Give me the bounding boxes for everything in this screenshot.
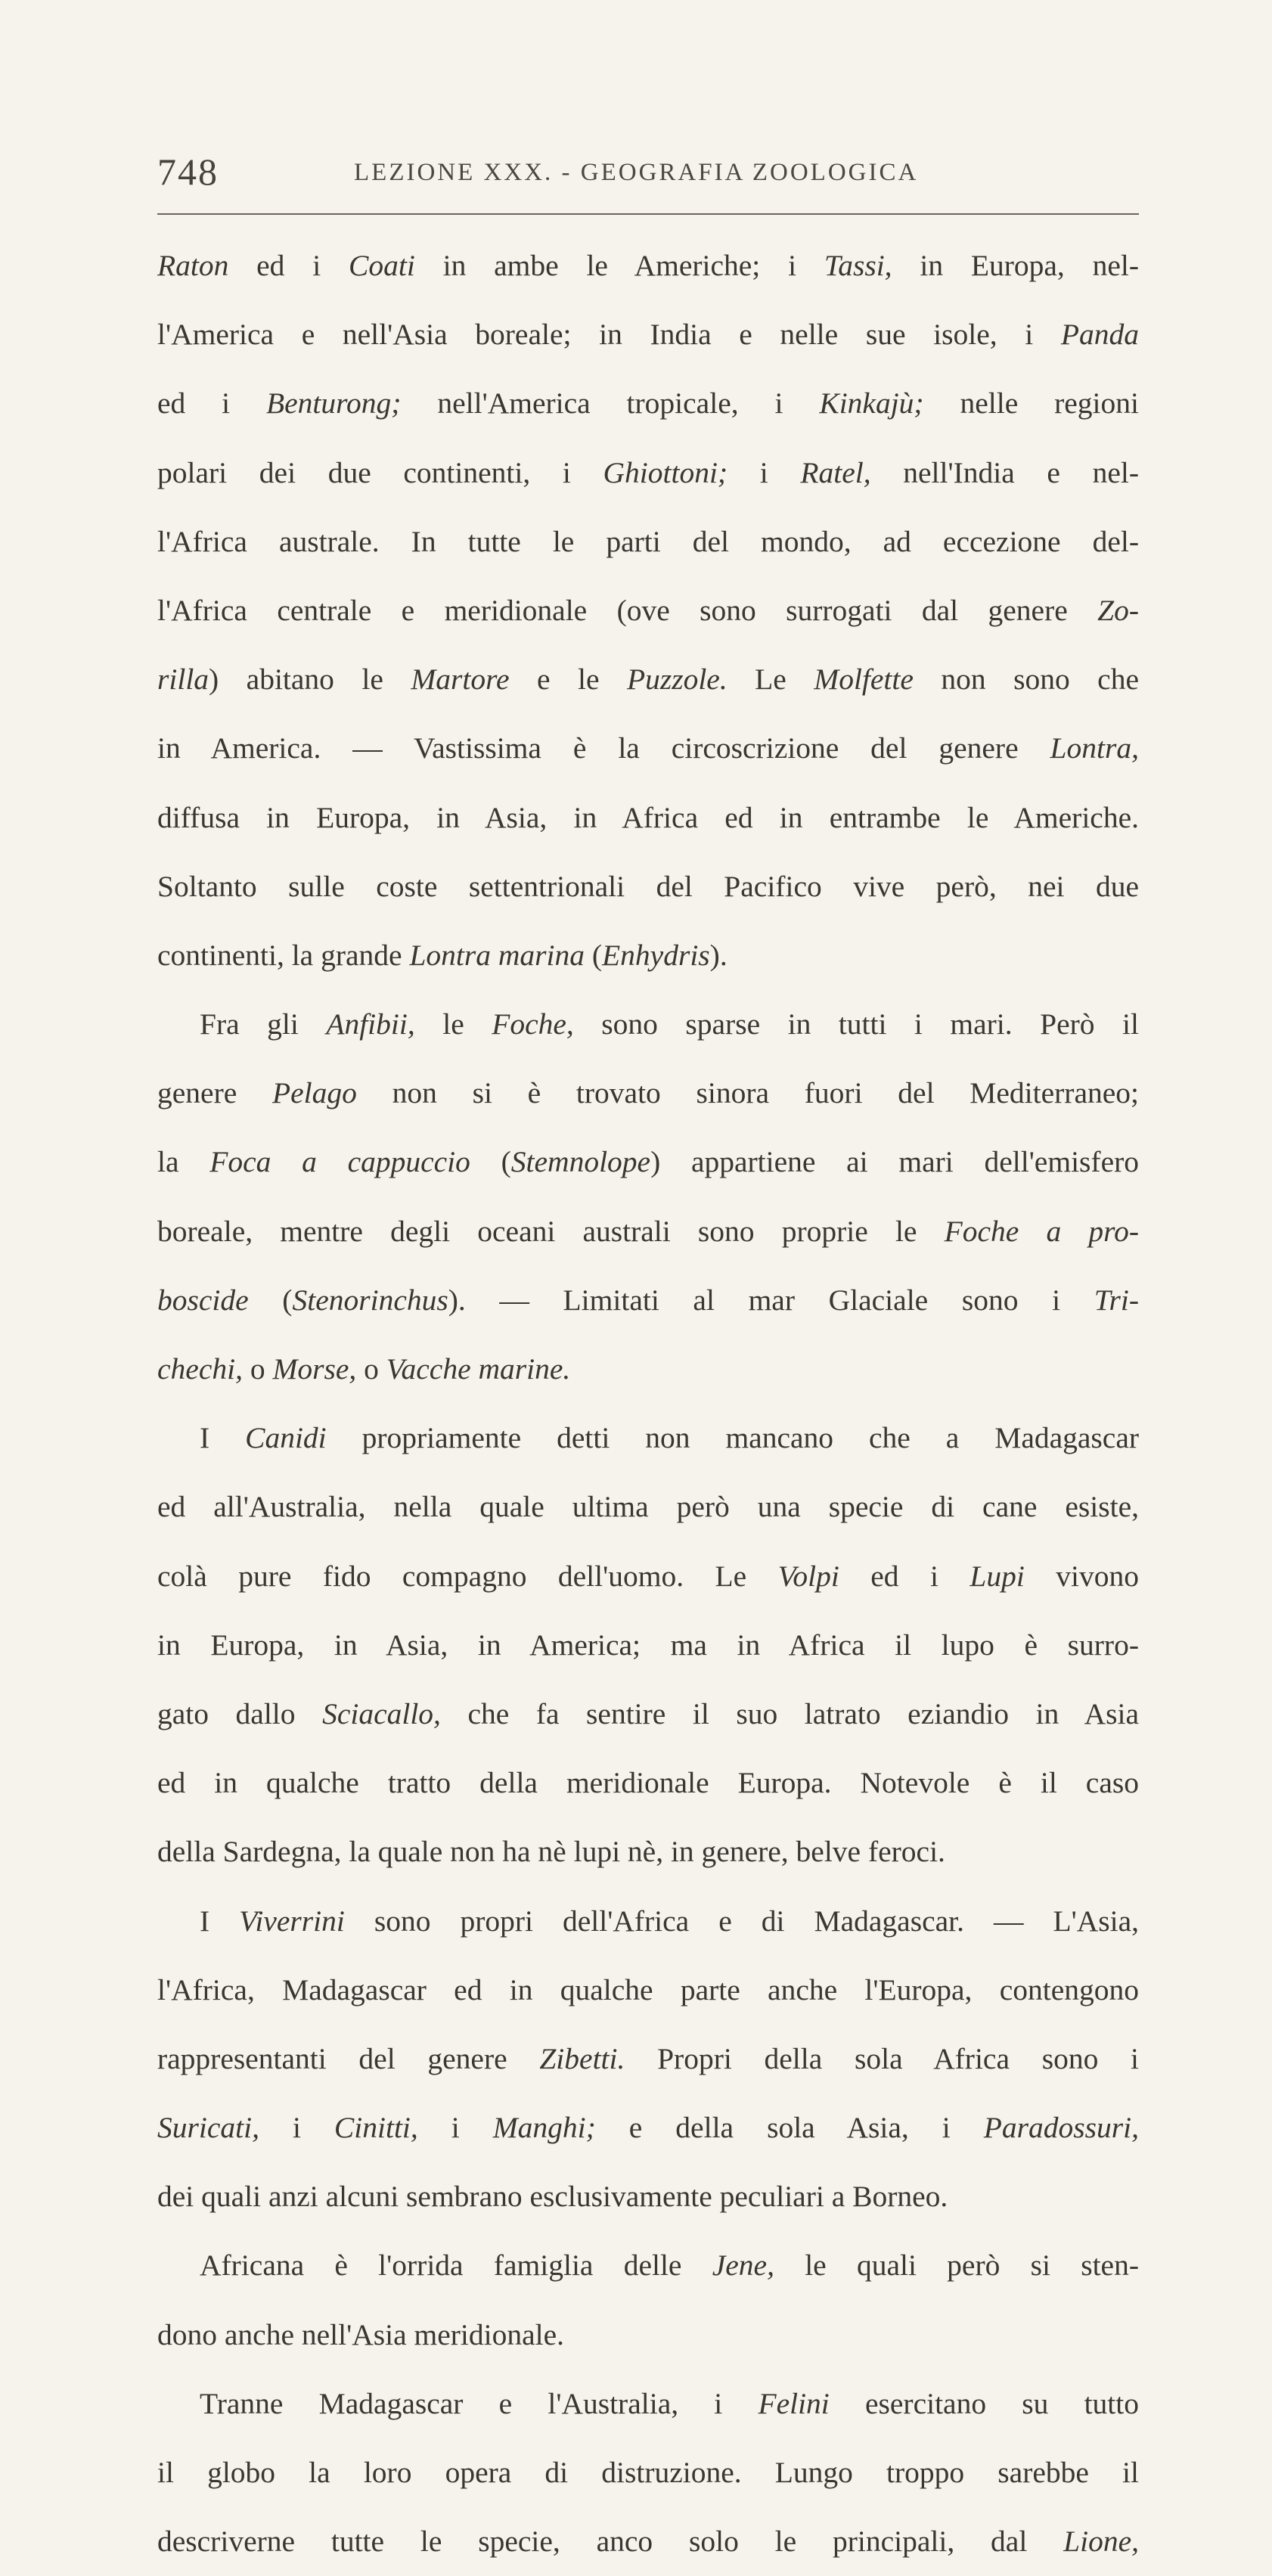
text-run: ed i	[157, 386, 267, 421]
italic-term: Coati	[349, 249, 415, 282]
text-line	[157, 1197, 1139, 1266]
text-run: in Europa, in Asia, in America; ma in Africa il lupo è surro-	[157, 1628, 1139, 1662]
italic-term: Zibetti.	[539, 2041, 625, 2075]
text-run: gato dallo	[157, 1696, 323, 1730]
text-run: (	[248, 1283, 293, 1317]
italic-term: Foche,	[492, 1007, 574, 1041]
text-line	[157, 2507, 1139, 2576]
text-run: sono propri dell'Africa e di Madagascar. — L'Asia,	[344, 1904, 1139, 1938]
italic-term: Lione,	[1063, 2525, 1139, 2559]
italic-term: Manghi;	[492, 2111, 596, 2145]
italic-term: chechi,	[157, 1352, 243, 1386]
text-line	[157, 2438, 1139, 2507]
italic-term: Sciacallo,	[322, 1696, 441, 1730]
text-line	[157, 714, 1139, 783]
text-run: ) appartiene ai mari dell'emisfero	[650, 1145, 1140, 1179]
text-line	[157, 852, 1139, 921]
text-run: sono sparse in tutti i mari. Però il	[573, 1007, 1139, 1041]
body-text	[157, 231, 1139, 2576]
italic-term: Vacche marine.	[386, 1352, 571, 1386]
italic-term: Ratel,	[800, 455, 871, 489]
text-line	[157, 1404, 1139, 1473]
italic-term: Jene,	[712, 2249, 774, 2283]
running-head	[157, 150, 1140, 195]
text-line	[157, 439, 1139, 507]
text-line	[157, 1542, 1139, 1611]
text-run: diffusa in Europa, in Asia, in Africa ed in entrambe le Americhe.	[157, 800, 1139, 834]
text-run: nell'America tropicale, i	[401, 386, 820, 421]
italic-term: boscide	[157, 1283, 249, 1317]
text-run: non si è trovato sinora fuori del Mediterraneo;	[356, 1076, 1139, 1110]
text-line	[157, 1887, 1139, 1956]
text-line	[157, 2093, 1139, 2162]
italic-term: Kinkajù;	[819, 386, 924, 421]
text-run: esercitano su tutto	[829, 2386, 1139, 2420]
text-line	[157, 921, 1139, 990]
italic-term: Lontra marina	[409, 938, 585, 972]
italic-term: Volpi	[777, 1559, 839, 1593]
text-run: Fra gli	[200, 1007, 327, 1041]
text-line	[157, 507, 1139, 576]
text-run: l'Africa centrale e meridionale (ove sono surrogati dal genere	[157, 593, 1098, 627]
text-run: Soltanto sulle coste settentrionali del Pacifico vive però, nei due	[157, 869, 1139, 903]
text-run: i	[259, 2111, 334, 2145]
text-run: rappresentanti del genere	[157, 2041, 540, 2075]
text-run: continenti, la grande	[157, 938, 410, 972]
text-line	[157, 1335, 1139, 1404]
italic-term: Benturong;	[266, 386, 402, 421]
italic-term: Tassi,	[824, 249, 892, 282]
text-line	[157, 1266, 1139, 1335]
text-run: l'Africa, Madagascar ed in qualche parte anche l'Europa, contengono	[157, 1972, 1139, 2006]
text-run: (	[470, 1145, 511, 1179]
text-run: nelle regioni	[923, 386, 1139, 421]
text-run: e le	[509, 663, 627, 697]
italic-term: Enhydris	[602, 938, 710, 972]
italic-term: Molfette	[814, 663, 914, 697]
text-run: dono anche nell'Asia meridionale.	[157, 2317, 564, 2351]
text-line	[157, 231, 1139, 300]
header-rule	[157, 213, 1139, 215]
italic-term: Anfibii,	[326, 1007, 415, 1041]
italic-term: Stenorinchus	[292, 1283, 448, 1317]
text-run: le quali però si sten-	[774, 2249, 1139, 2283]
text-run: la	[157, 1145, 210, 1179]
text-run: dei quali anzi alcuni sembrano esclusivamente peculiari a Borneo.	[157, 2180, 948, 2214]
text-run: ).	[709, 938, 728, 972]
paragraph-hyenas	[157, 2231, 1139, 2369]
text-run: i	[417, 2111, 493, 2145]
text-line	[157, 645, 1139, 714]
text-line	[157, 369, 1139, 438]
text-line	[157, 2301, 1139, 2370]
italic-term: Morse,	[272, 1352, 357, 1386]
italic-term: Lontra,	[1050, 731, 1139, 765]
italic-term: Zo-	[1097, 593, 1139, 627]
text-line	[157, 2370, 1139, 2438]
italic-term: Canidi	[245, 1421, 327, 1455]
text-line	[157, 1611, 1139, 1680]
italic-term: Stemnolope	[510, 1145, 651, 1179]
text-run: o	[356, 1352, 386, 1386]
text-line	[157, 2025, 1139, 2093]
text-line	[157, 1817, 1139, 1886]
italic-term: Raton	[157, 249, 229, 282]
text-run: descriverne tutte le specie, anco solo le principali, dal	[157, 2525, 1064, 2559]
paragraph-felines	[157, 2370, 1139, 2576]
text-line	[157, 1473, 1139, 1541]
text-run: ). — Limitati al mar Glaciale sono i	[448, 1283, 1094, 1317]
text-run: ) abitano le	[209, 663, 411, 697]
running-title: LEZIONE XXX. - GEOGRAFIA ZOOLOGICA	[354, 159, 919, 186]
text-line	[157, 990, 1139, 1059]
text-run: Propri della sola Africa sono i	[625, 2041, 1139, 2075]
paragraph-canids	[157, 1404, 1139, 1886]
text-run: e della sola Asia, i	[595, 2111, 984, 2145]
text-line	[157, 300, 1139, 369]
italic-term: Lupi	[970, 1559, 1025, 1593]
text-run: I	[200, 1904, 240, 1938]
text-run: ed in qualche tratto della meridionale Europa. Notevole è il caso	[157, 1766, 1139, 1800]
text-run: che fa sentire il suo latrato eziandio in Asia	[440, 1696, 1139, 1730]
italic-term: Foche a pro-	[944, 1214, 1139, 1248]
text-run: l'America e nell'Asia boreale; in India e nelle sue isole, i	[157, 318, 1061, 352]
text-line	[157, 784, 1139, 852]
text-run: colà pure fido compagno dell'uomo. Le	[157, 1559, 778, 1593]
text-run: nell'India e nel-	[870, 455, 1139, 489]
text-run: boreale, mentre degli oceani australi sono proprie le	[157, 1214, 945, 1248]
text-run: in America. — Vastissima è la circoscrizione del genere	[157, 731, 1050, 765]
text-line	[157, 2162, 1139, 2231]
text-run: le	[414, 1007, 492, 1041]
italic-term: Paradossuri,	[983, 2111, 1139, 2145]
text-run: in ambe le Americhe; i	[414, 249, 824, 282]
italic-term: Ghiottoni;	[603, 455, 728, 489]
text-run: in Europa, nel-	[892, 249, 1140, 282]
text-run: della Sardegna, la quale non ha nè lupi nè, in genere, belve feroci.	[157, 1835, 945, 1869]
text-run: ed i	[839, 1559, 970, 1593]
italic-term: Pelago	[271, 1076, 357, 1110]
text-line	[157, 2231, 1139, 2300]
italic-term: Cinitti,	[334, 2111, 418, 2145]
text-line	[157, 576, 1139, 645]
italic-term: Martore	[411, 663, 510, 697]
italic-term: Viverrini	[239, 1904, 345, 1938]
text-run: genere	[157, 1076, 272, 1110]
text-run: Africana è l'orrida famiglia delle	[200, 2249, 712, 2283]
paragraph-mustelids	[157, 231, 1139, 990]
text-run: ed all'Australia, nella quale ultima però una specie di cane esiste,	[157, 1490, 1139, 1524]
text-run: Tranne Madagascar e l'Australia, i	[200, 2386, 759, 2420]
text-run: vivono	[1024, 1559, 1139, 1593]
italic-term: Panda	[1060, 318, 1139, 352]
italic-term: rilla	[157, 663, 209, 697]
text-run: l'Africa australe. In tutte le parti del mondo, ad eccezione del-	[157, 524, 1139, 558]
text-run: polari dei due continenti, i	[157, 455, 603, 489]
italic-term: Tri-	[1094, 1283, 1140, 1317]
italic-term: Foca a cappuccio	[209, 1145, 470, 1179]
page-number: 748	[157, 151, 219, 193]
text-run: ed i	[228, 249, 349, 282]
paragraph-pinnipeds	[157, 990, 1139, 1404]
text-run: I	[200, 1421, 246, 1455]
text-run: Le	[727, 663, 814, 697]
text-run: non sono che	[913, 663, 1139, 697]
italic-term: Puzzole.	[626, 663, 728, 697]
text-run: o	[242, 1352, 273, 1386]
paragraph-viverrids	[157, 1887, 1139, 2232]
text-line	[157, 1956, 1139, 2025]
text-line	[157, 1059, 1139, 1128]
text-run: i	[728, 455, 801, 489]
text-run: propriamente detti non mancano che a Madagascar	[326, 1421, 1140, 1455]
italic-term: Felini	[758, 2386, 830, 2420]
text-line	[157, 1128, 1139, 1196]
text-run: (	[585, 938, 603, 972]
italic-term: Suricati,	[157, 2111, 259, 2145]
text-run: il globo la loro opera di distruzione. Lungo troppo sarebbe il	[157, 2456, 1139, 2489]
text-line	[157, 1749, 1139, 1817]
text-line	[157, 1680, 1139, 1749]
